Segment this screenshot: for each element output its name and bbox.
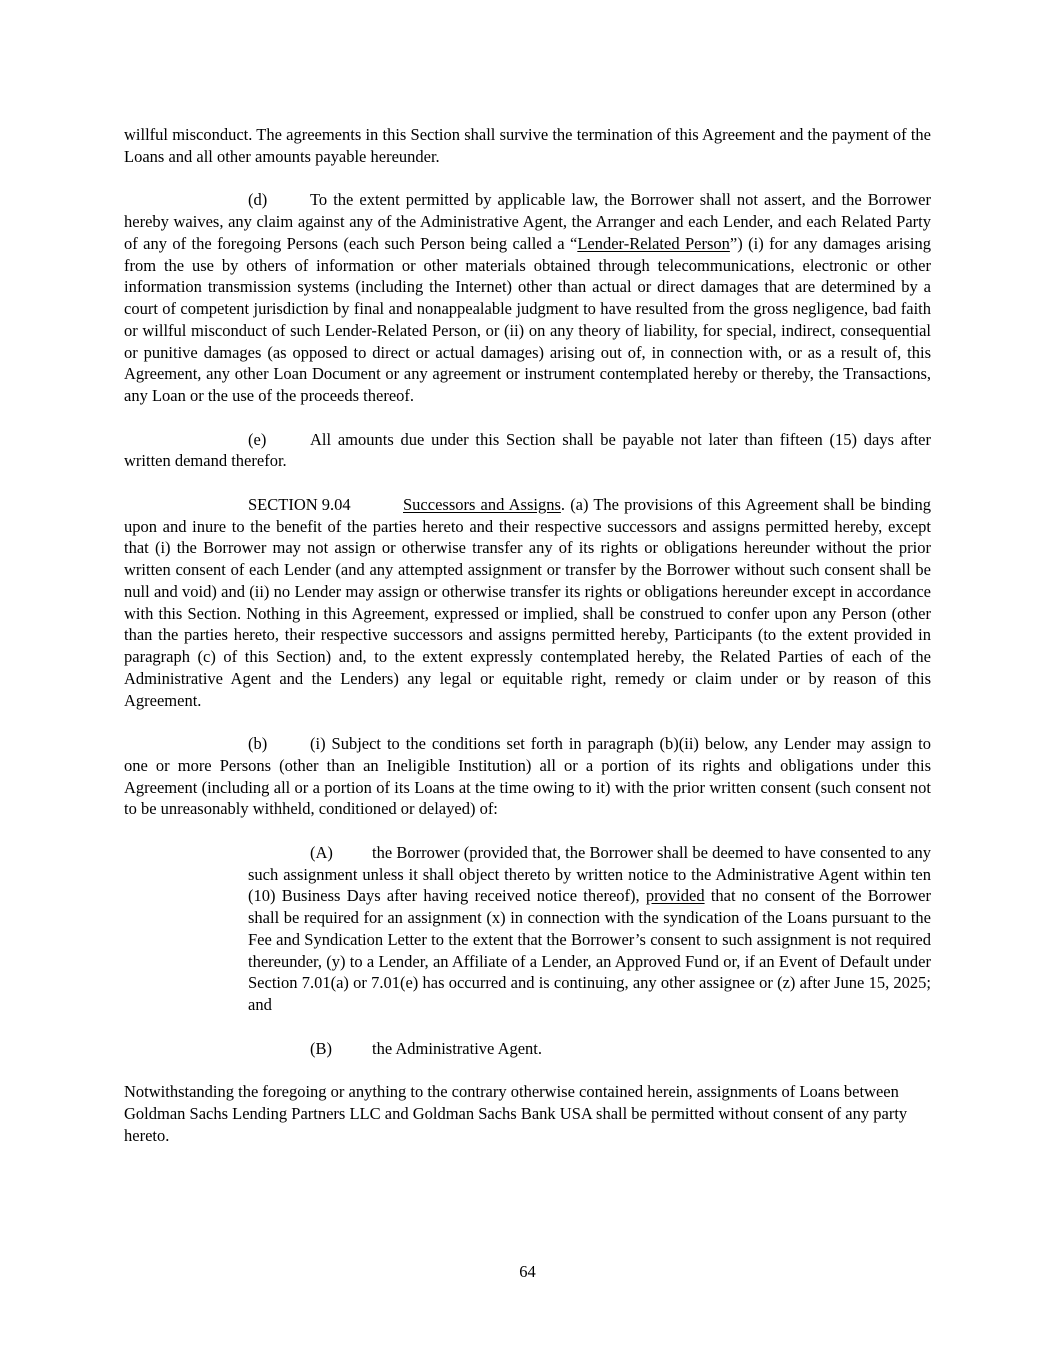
paragraph-text: ”) (i) for any damages arising from the use by others of information or other materials obtained through telecommunications, electronic or other information transmission systems (including the Internet) other than actual or direct damages that are determined by a court of competent jurisdiction by final and nonappealable judgment to have resulted from the gross negligence, bad faith or willful misconduct of such Lender-Related Person, or (ii) on any theory of liability, for special, indirect, consequential or punitive damages (as opposed to direct or actual damages) arising out of, in connection with, or as a result of, this Agreement, any other Loan Document or any agreement or instrument contemplated hereby or thereby, the Transactions, any Loan or the use of the proceeds thereof.: [124, 233, 931, 405]
paragraph-text: (i) Subject to the conditions set forth in paragraph (b)(ii) below, any Lender may assign to one or more Persons (other than an Ineligible Institution) all or a portion of its rights and obligations under this Agreement (including all or a portion of its Loans at the time owing to it) with the prior written consent (such consent not to be unreasonably withheld, conditioned or delayed) of:: [124, 734, 931, 819]
paragraph-text: All amounts due under this Section shall be payable not later than fifteen (15) days after written demand therefor.: [124, 429, 931, 471]
page-number: 64: [519, 1262, 536, 1281]
section-number: SECTION 9.04: [248, 494, 351, 514]
paragraph-label: (d): [248, 190, 268, 210]
paragraph-label: (e): [248, 429, 267, 449]
paragraph-A: [248, 842, 931, 1016]
paragraph-b: [124, 733, 931, 820]
paragraph-text: . (a) The provisions of this Agreement shall be binding upon and inure to the benefit of the parties hereto and their respective successors and assigns permitted hereby, except that (i) the Borrower may not assign or otherwise transfer any of its rights or obligations hereunder without the prior written consent of each Lender (and any attempted assignment or transfer by the Borrower without such consent shall be null and void) and (ii) no Lender may assign or otherwise transfer its rights or obligations hereunder except in accordance with this Section. Nothing in this Agreement, expressed or implied, shall be construed to confer upon any Person (other than the parties hereto, their respective successors and assigns permitted hereby, Participants (to the extent provided in paragraph (c) of this Section) and, to the extent expressly contemplated hereby, the Related Parties of each of the Administrative Agent and the Lenders) any legal or equitable right, remedy or claim under or by reason of this Agreement.: [124, 494, 931, 710]
paragraph-label: (b): [248, 734, 268, 753]
paragraph-text: the Borrower (provided that, the Borrower shall be deemed to have consented to any such assignment unless it shall object thereto by written notice to the Administrative Agent within ten (10) Business Days after having received notice thereof),: [248, 842, 931, 906]
paragraph-continuation: [124, 124, 931, 168]
paragraph-label: (B): [310, 1038, 332, 1058]
defined-term: provided: [645, 886, 705, 906]
paragraph-text: the Administrative Agent.: [372, 1038, 543, 1058]
paragraph-d: [124, 189, 931, 407]
paragraph-label: (A): [310, 842, 333, 862]
paragraph-notwithstanding: [124, 1081, 931, 1146]
document-body: [124, 124, 931, 1146]
defined-term: Lender-Related Person: [577, 233, 730, 253]
section-title: Successors and Assigns: [403, 494, 561, 514]
section-9-04: [124, 494, 931, 712]
paragraph-B: [248, 1038, 931, 1060]
paragraph-text: that no consent of the Borrower shall be required for an assignment (x) in connection with the syndication of the Loans pursuant to the Fee and Syndication Letter to the extent that the Borrower’s consent to such assignment is not required thereunder, (y) to a Lender, an Affiliate of a Lender, an Approved Fund or, if an Event of Default under Section 7.01(a) or 7.01(e) has occurred and is continuing, any other assignee or (z) after June 15, 2025; and: [248, 886, 931, 1014]
paragraph-text: Notwithstanding the foregoing or anything to the contrary otherwise contained herein, assignments of Loans between Goldman Sachs Lending Partners LLC and Goldman Sachs Bank USA shall be permitted without consent of any party hereto.: [124, 1082, 908, 1145]
paragraph-text: willful misconduct. The agreements in this Section shall survive the termination of this Agreement and the payment of the Loans and all other amounts payable hereunder.: [124, 125, 931, 166]
paragraph-e: [124, 429, 931, 473]
paragraph-text: To the extent permitted by applicable law, the Borrower shall not assert, and the Borrower hereby waives, any claim against any of the Administrative Agent, the Arranger and each Lender, and each Related Party of any of the foregoing Persons (each such Person being called a “: [124, 190, 931, 253]
